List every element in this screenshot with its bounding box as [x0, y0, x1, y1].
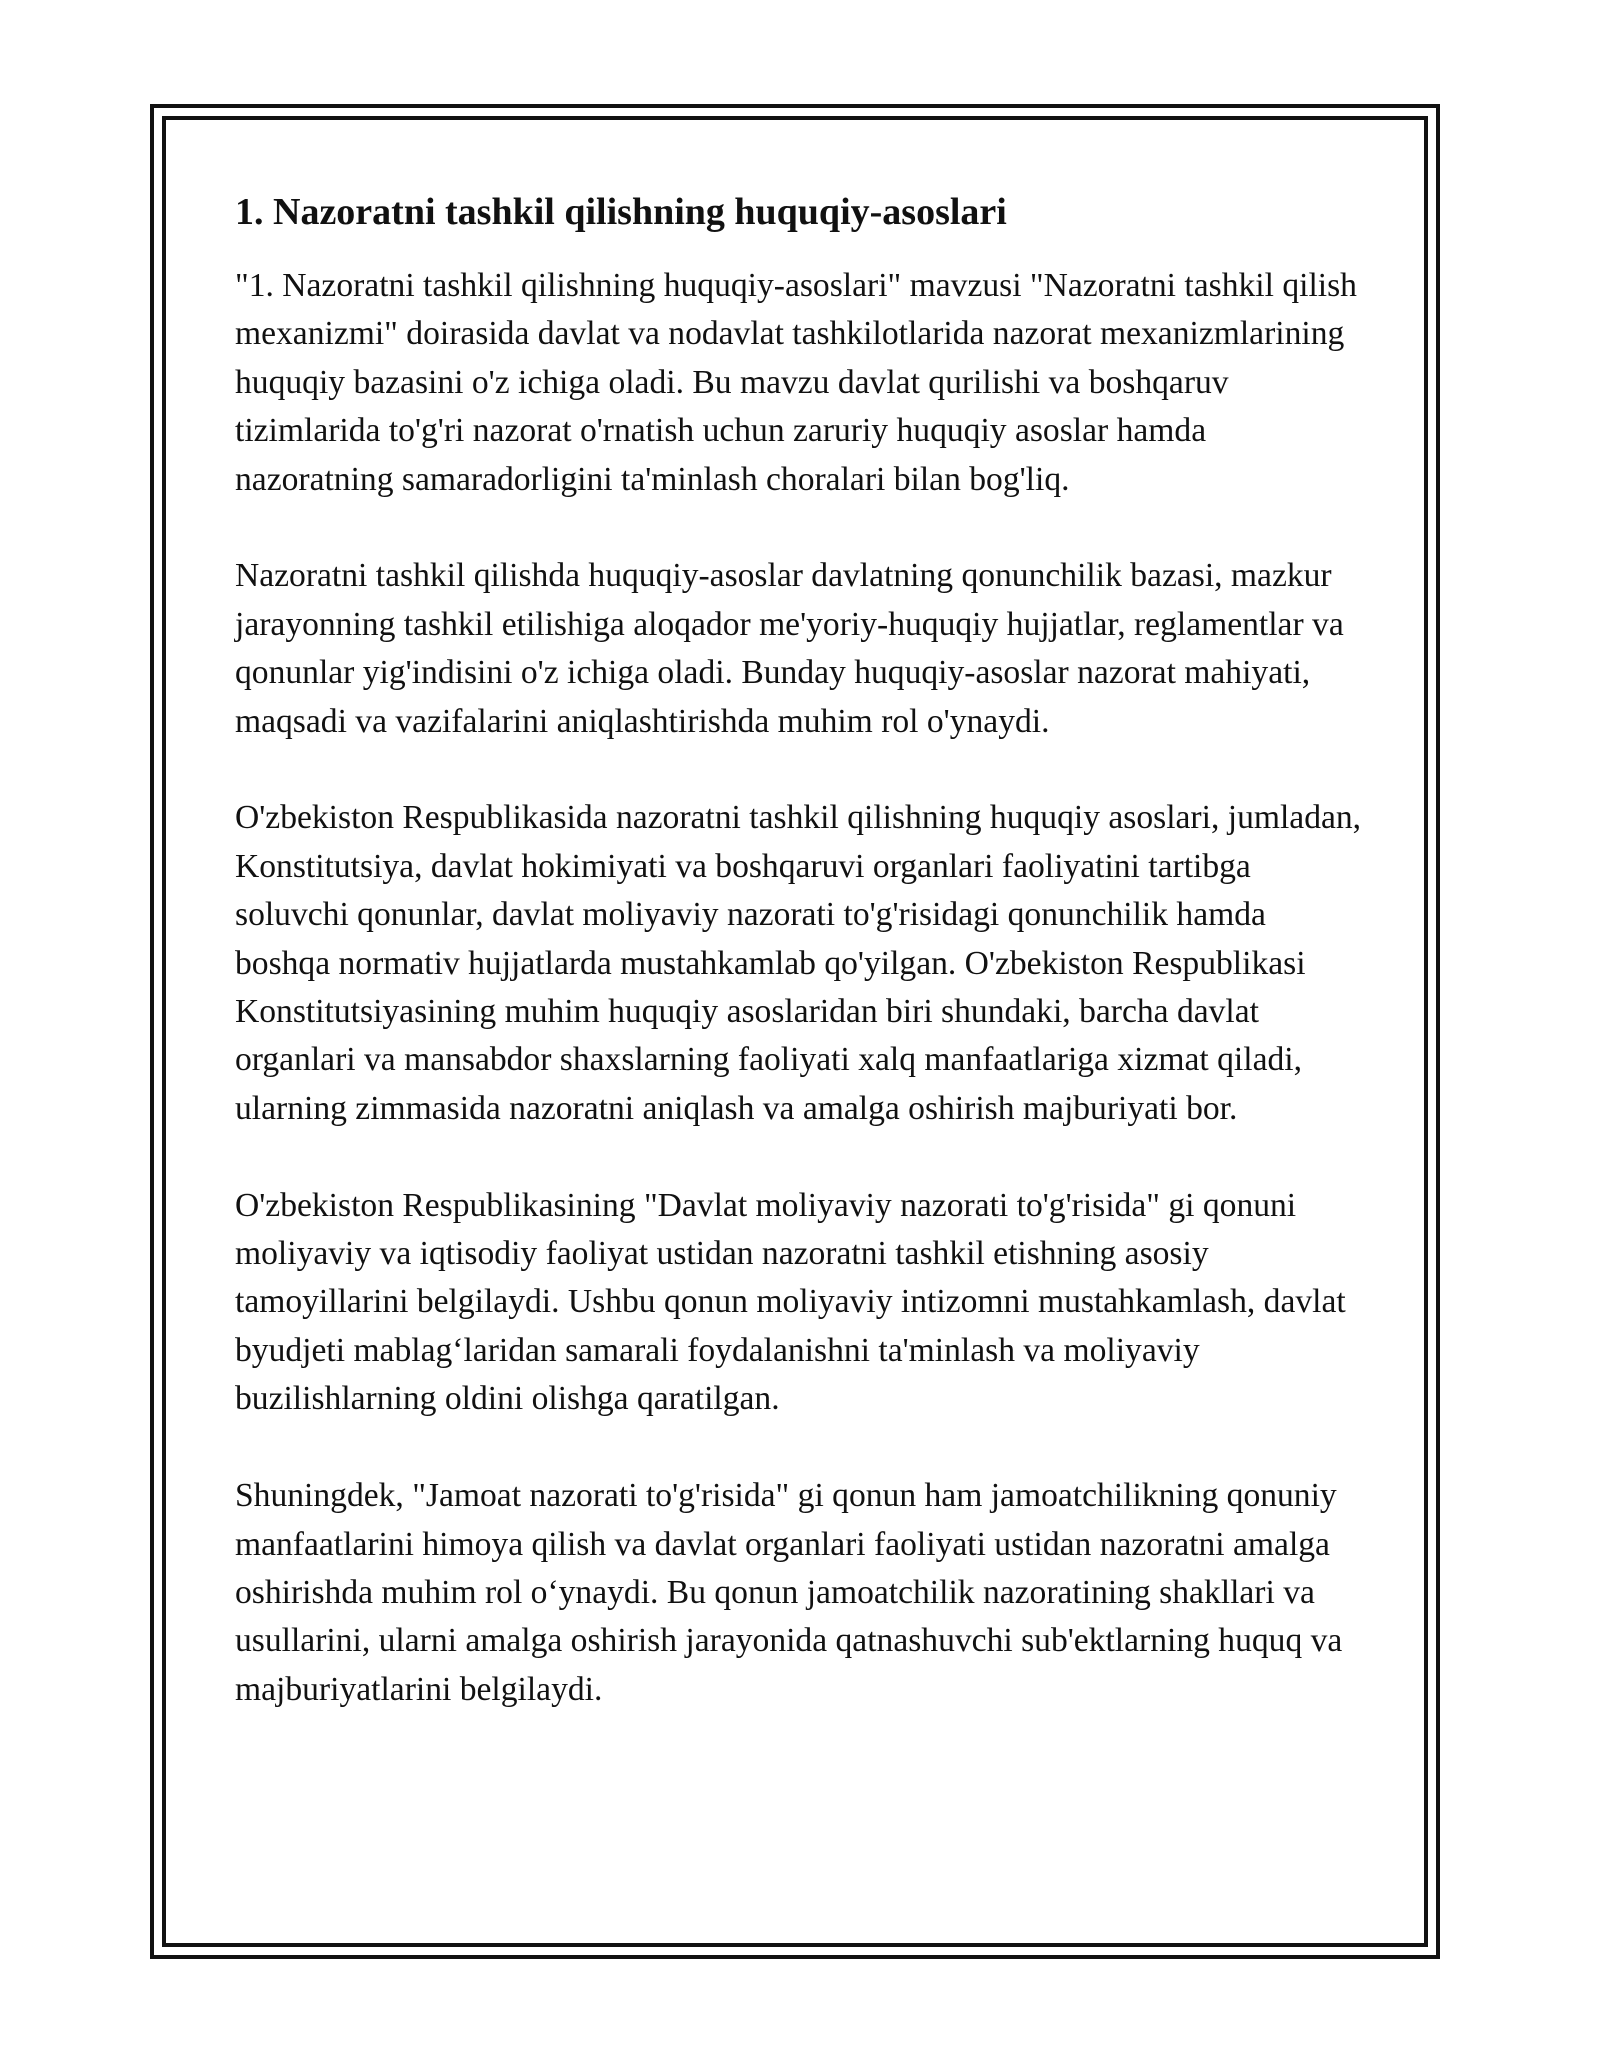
paragraph-4: O'zbekiston Respublikasining "Davlat moliyaviy nazorati to'g'risida" gi qonuni moliyaviy va iqtisodiy faoliyat ustidan nazoratni tashkil etishning asosiy tamoyillarini belgilaydi. Ushbu qonun moliyaviy intizomni mustahkamlash, davlat byudjeti mablag‘laridan samarali foydalanishni ta'minlash va moliyaviy buzilishlarning oldini olishga qaratilgan. [235, 1186, 1346, 1418]
document-title: 1. Nazoratni tashkil qilishning huquqiy-asoslari [235, 191, 1007, 233]
paragraph-1: "1. Nazoratni tashkil qilishning huquqiy-asoslari" mavzusi "Nazoratni tashkil qilish mexanizmi" doirasida davlat va nodavlat tashkilotlarida nazorat mexanizmlarining huquqiy bazasini o'z ichiga oladi. Bu mavzu davlat qurilishi va boshqaruv tizimlarida to'g'ri nazorat o'rnatish uchun zaruriy huquqiy asoslar hamda nazoratning samaradorligini ta'minlash choralari bilan bog'liq. [235, 267, 1357, 498]
paragraph-3: O'zbekiston Respublikasida nazoratni tashkil qilishning huquqiy asoslari, jumladan, Konstitutsiya, davlat hokimiyati va boshqaruvi organlari faoliyatini tartibga soluvchi qonunlar, davlat moliyaviy nazorati to'g'risidagi qonunchilik hamda boshqa normativ hujjatlarda mustahkamlab qo'yilgan. O'zbekiston Respublikasi Konstitutsiyasining muhim huquqiy asoslaridan biri shundaki, barcha davlat organlari va mansabdor shaxslarning faoliyati xalq manfaatlariga xizmat qiladi, ularning zimmasida nazoratni aniqlash va amalga oshirish majburiyati bor. [235, 799, 1362, 1127]
document-body [235, 188, 1365, 1714]
paragraph-5: Shuningdek, "Jamoat nazorati to'g'risida" gi qonun ham jamoatchilikning qonuniy manfaatlarini himoya qilish va davlat organlari faoliyati ustidan nazoratni amalga oshirishda muhim rol o‘ynaydi. Bu qonun jamoatchilik nazoratining shakllari va usullarini, ularni amalga oshirish jarayonida qatnashuvchi sub'ektlarning huquq va majburiyatlarini belgilaydi. [235, 1477, 1343, 1708]
paragraph-2: Nazoratni tashkil qilishda huquqiy-asoslar davlatning qonunchilik bazasi, mazkur jarayonning tashkil etilishiga aloqador me'yoriy-huquqiy hujjatlar, reglamentlar va qonunlar yig'indisini o'z ichiga oladi. Bunday huquqiy-asoslar nazorat mahiyati, maqsadi va vazifalarini aniqlashtirishda muhim rol o'ynaydi. [235, 557, 1344, 740]
